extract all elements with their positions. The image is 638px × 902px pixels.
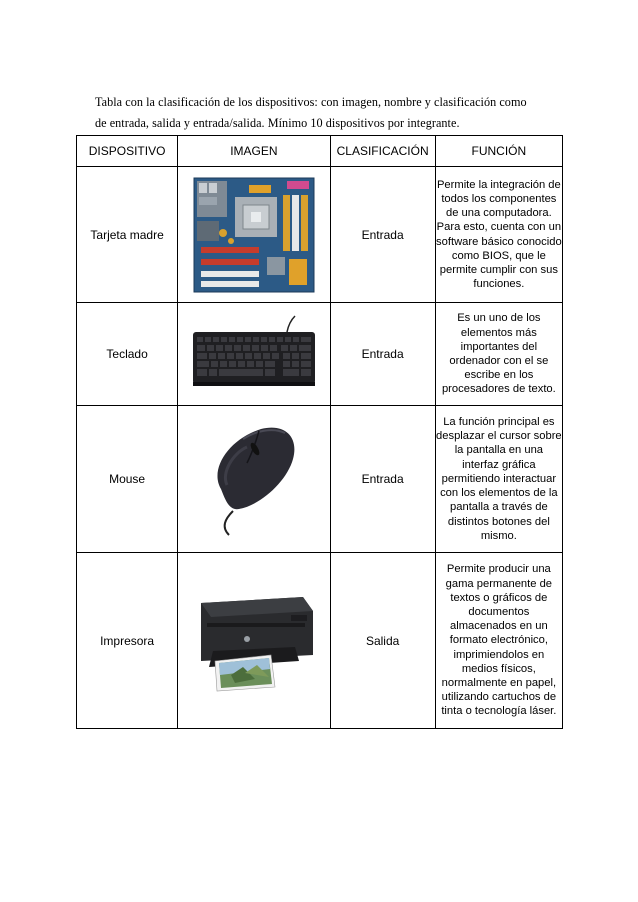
device-name: Teclado <box>77 303 178 406</box>
intro-line-1: Tabla con la clasificación de los dispositivos: con imagen, nombre y clasificación como <box>95 95 527 109</box>
table-row <box>77 553 563 729</box>
keyboard-icon <box>189 314 319 394</box>
device-classification: Entrada <box>330 167 435 303</box>
device-function: Permite producir una gama permanente de textos o gráficos de documentos almacenados en un formato electrónico, imprimiendolos en medios físicos, normalmente en papel, utilizando cartuchos de tinta o tecnología láser. <box>435 553 562 729</box>
devices-table <box>76 135 563 729</box>
device-function: Es un uno de los elementos más importantes del ordenador con el se escribe en los procesadores de texto. <box>435 303 562 406</box>
header-image: IMAGEN <box>178 136 330 167</box>
intro-line-2: de entrada, salida y entrada/salida. Mínimo 10 dispositivos por integrante. <box>95 116 460 130</box>
device-function: La función principal es desplazar el cursor sobre la pantalla en una interfaz gráfica permitiendo interactuar con los elementos de la pantalla a través de distintos botones del mismo. <box>435 406 562 553</box>
device-image-cell <box>178 167 330 303</box>
device-image-cell <box>178 303 330 406</box>
device-image-cell <box>178 406 330 553</box>
motherboard-icon <box>191 175 317 295</box>
table-row <box>77 167 563 303</box>
printer-icon <box>191 589 317 693</box>
device-name: Tarjeta madre <box>77 167 178 303</box>
table-row <box>77 303 563 406</box>
device-classification: Salida <box>330 553 435 729</box>
header-function: FUNCIÓN <box>435 136 562 167</box>
device-classification: Entrada <box>330 303 435 406</box>
device-name: Mouse <box>77 406 178 553</box>
device-name: Impresora <box>77 553 178 729</box>
header-device: DISPOSITIVO <box>77 136 178 167</box>
device-image-cell <box>178 553 330 729</box>
header-classification: CLASIFICACIÓN <box>330 136 435 167</box>
device-function: Permite la integración de todos los componentes de una computadora. Para esto, cuenta con un software básico conocido como BIOS, que le permite cumplir con sus funciones. <box>435 167 562 303</box>
mouse-icon <box>199 419 309 539</box>
table-row <box>77 406 563 553</box>
device-classification: Entrada <box>330 406 435 553</box>
table-header-row <box>77 136 563 167</box>
intro-paragraph <box>95 92 565 134</box>
